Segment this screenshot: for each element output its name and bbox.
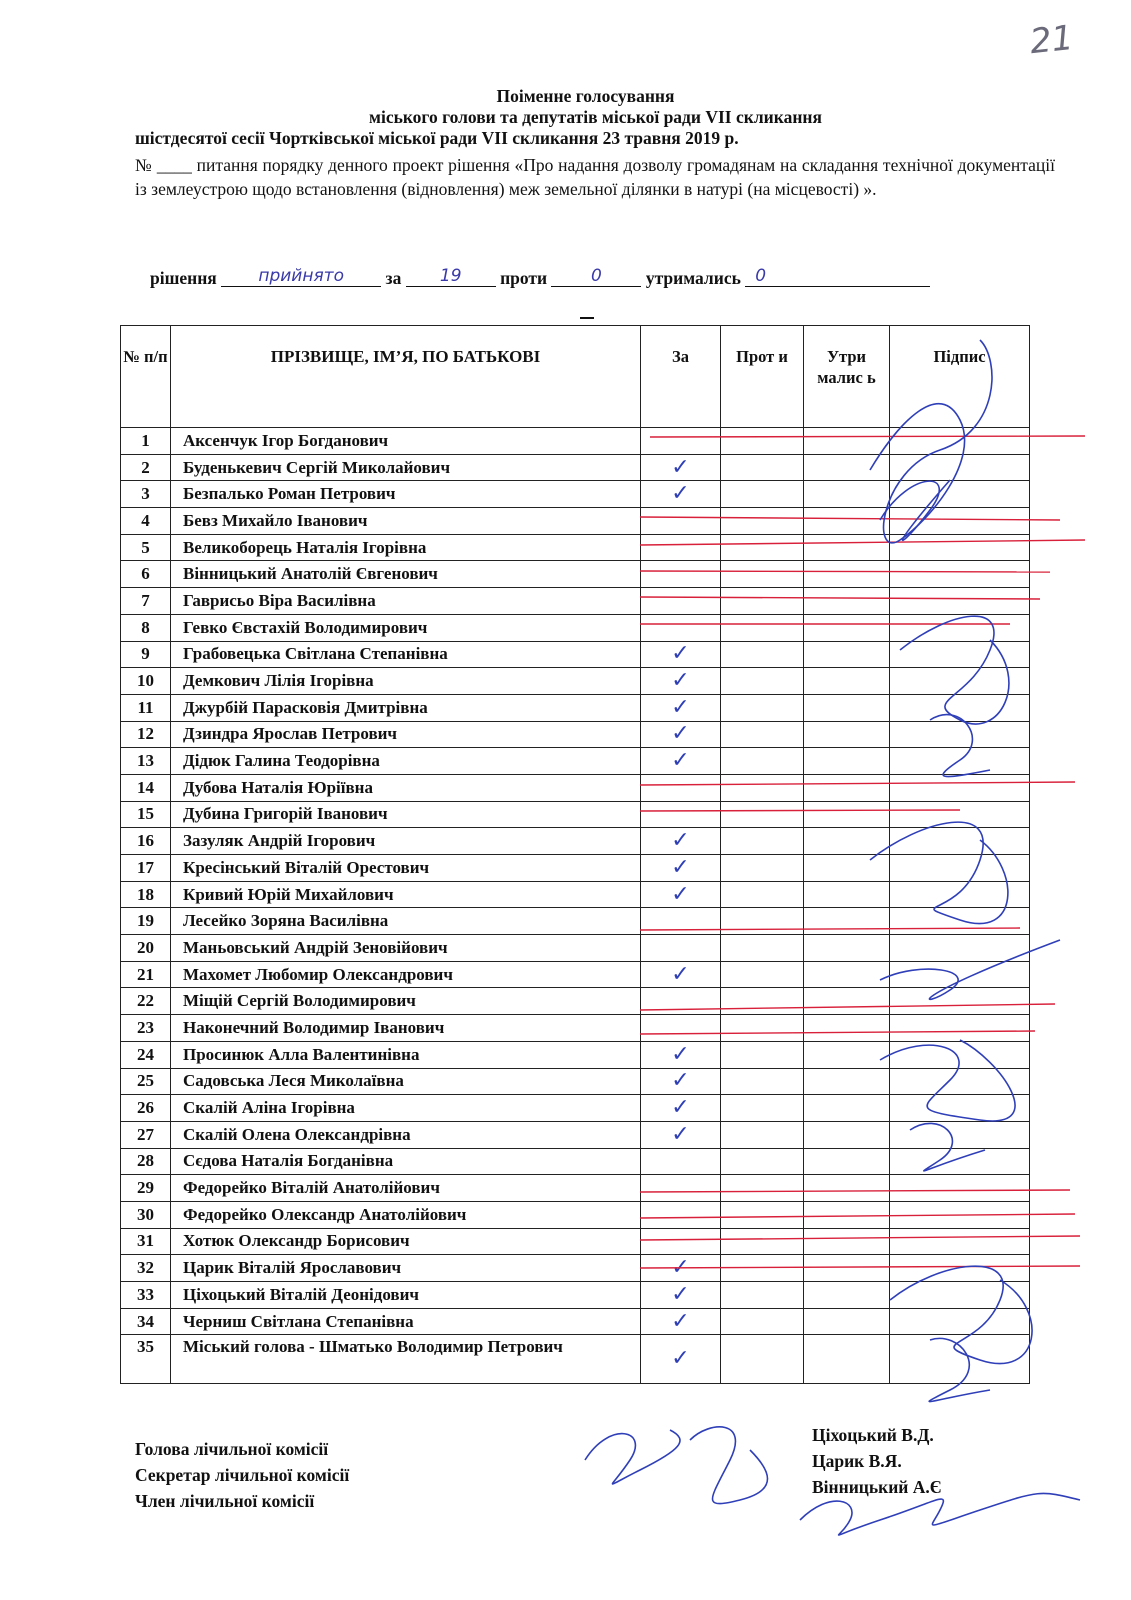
vote-against-cell [721,588,804,615]
table-row [121,1228,1030,1255]
commission-secretary-name: Царик В.Я. [812,1451,902,1471]
signature-cell [890,428,1030,455]
vote-abstained-cell [804,1308,890,1335]
vote-abstained-cell [804,748,890,775]
signature-cell [890,988,1030,1015]
commission-secretary-label: Секретар лічильної комісії [135,1465,350,1485]
deputy-name: Грабовецька Світлана Степанівна [171,641,641,668]
session-line: шістдесятої сесії Чортківської міської ради VII скликання 23 травня 2019 р. [135,128,739,148]
row-number: 26 [121,1095,171,1122]
vote-against-cell [721,454,804,481]
table-row [121,454,1030,481]
table-row [121,1175,1030,1202]
abstained-label: утримались [645,268,741,288]
deputy-name: Скалій Олена Олександрівна [171,1121,641,1148]
vote-check-mark: ✓ [671,961,690,987]
vote-abstained-cell [804,1335,890,1384]
vote-abstained-cell [804,961,890,988]
vote-check-mark: ✓ [671,694,690,720]
deputy-name: Черниш Світлана Степанівна [171,1308,641,1335]
vote-abstained-cell [804,588,890,615]
vote-check-mark: ✓ [671,454,690,480]
vote-for-cell [641,1148,721,1175]
header-num: № п/п [121,326,171,428]
deputy-name: Бевз Михайло Іванович [171,508,641,535]
table-row [121,1015,1030,1042]
vote-against-cell [721,428,804,455]
vote-against-cell [721,855,804,882]
deputy-name: Сєдова Наталія Богданівна [171,1148,641,1175]
vote-against-cell [721,641,804,668]
vote-against-cell [721,1308,804,1335]
deputy-name: Демкович Лілія Ігорівна [171,668,641,695]
for-count: 19 [406,266,496,287]
deputy-name: Джурбій Парасковія Дмитрівна [171,694,641,721]
signature-cell [890,588,1030,615]
row-number: 6 [121,561,171,588]
vote-abstained-cell [804,668,890,695]
vote-for-cell [641,588,721,615]
deputy-name: Федорейко Олександр Анатолійович [171,1201,641,1228]
row-number: 23 [121,1015,171,1042]
table-row [121,668,1030,695]
commission-member-name: Вінницький А.Є [812,1477,942,1497]
abstained-count: 0 [745,266,930,287]
vote-for-cell [641,1175,721,1202]
row-number: 28 [121,1148,171,1175]
table-row [121,588,1030,615]
vote-for-cell [641,1041,721,1068]
deputy-name: Зазуляк Андрій Ігорович [171,828,641,855]
vote-check-mark: ✓ [671,1308,690,1334]
signature-cell [890,1068,1030,1095]
deputy-name: Кресінський Віталій Орестович [171,855,641,882]
for-label: за [385,268,402,288]
signature-cell [890,481,1030,508]
vote-for-cell [641,961,721,988]
vote-for-cell [641,881,721,908]
vote-for-cell [641,614,721,641]
vote-abstained-cell [804,428,890,455]
document-subtitle: міського голови та депутатів міської ради VII скликання [369,107,822,127]
vote-check-mark: ✓ [671,881,690,907]
vote-check-mark: ✓ [671,1068,690,1094]
vote-for-cell [641,748,721,775]
vote-check-mark: ✓ [671,828,690,854]
vote-abstained-cell [804,1095,890,1122]
row-number: 8 [121,614,171,641]
signature-cell [890,668,1030,695]
vote-abstained-cell [804,908,890,935]
vote-abstained-cell [804,721,890,748]
table-body [121,428,1030,1384]
vote-against-cell [721,694,804,721]
header-against: Прот и [721,326,804,428]
signature-cell [890,1095,1030,1122]
document-title: Поіменне голосування [496,86,675,106]
signature-cell [890,1282,1030,1309]
page-number: 21 [1028,17,1076,63]
vote-against-cell [721,721,804,748]
deputy-name: Великоборець Наталія Ігорівна [171,534,641,561]
row-number: 13 [121,748,171,775]
vote-for-cell [641,668,721,695]
vote-against-cell [721,988,804,1015]
header-signature: Підпис [890,326,1030,428]
vote-for-cell [641,428,721,455]
row-number: 3 [121,481,171,508]
row-number: 16 [121,828,171,855]
vote-abstained-cell [804,641,890,668]
vote-for-cell [641,721,721,748]
deputy-name: Міщій Сергій Володимирович [171,988,641,1015]
vote-abstained-cell [804,481,890,508]
table-row [121,855,1030,882]
vote-against-cell [721,748,804,775]
signature-cell [890,508,1030,535]
row-number: 27 [121,1121,171,1148]
vote-against-cell [721,1015,804,1042]
vote-abstained-cell [804,1282,890,1309]
vote-against-cell [721,1201,804,1228]
signature-cell [890,1228,1030,1255]
signature-cell [890,828,1030,855]
row-number: 5 [121,534,171,561]
vote-against-cell [721,1282,804,1309]
row-number: 20 [121,935,171,962]
vote-abstained-cell [804,774,890,801]
deputy-name: Садовська Леся Миколаївна [171,1068,641,1095]
vote-for-cell [641,641,721,668]
vote-abstained-cell [804,881,890,908]
vote-for-cell [641,935,721,962]
vote-for-cell [641,1095,721,1122]
vote-against-cell [721,828,804,855]
vote-against-cell [721,1095,804,1122]
vote-check-mark: ✓ [671,1121,690,1147]
table-row [121,988,1030,1015]
table-row [121,1121,1030,1148]
row-number: 14 [121,774,171,801]
vote-check-mark: ✓ [671,1281,690,1307]
deputy-name: Дубова Наталія Юріївна [171,774,641,801]
signature-cell [890,561,1030,588]
vote-for-cell [641,801,721,828]
vote-abstained-cell [804,828,890,855]
vote-abstained-cell [804,1255,890,1282]
vote-for-cell [641,988,721,1015]
header-name: ПРІЗВИЩЕ, ІМ’Я, ПО БАТЬКОВІ [171,326,641,428]
vote-against-cell [721,1121,804,1148]
signature-cell [890,614,1030,641]
signature-cell [890,721,1030,748]
vote-check-mark: ✓ [671,1041,690,1067]
vote-for-cell [641,508,721,535]
vote-abstained-cell [804,1201,890,1228]
vote-abstained-cell [804,935,890,962]
vote-against-cell [721,561,804,588]
signature-mark [690,1427,768,1504]
vote-for-cell [641,1068,721,1095]
signature-cell [890,881,1030,908]
roll-call-table [120,325,1030,1384]
table-row [121,828,1030,855]
vote-against-cell [721,508,804,535]
vote-against-cell [721,534,804,561]
table-row [121,481,1030,508]
deputy-name: Дзиндра Ярослав Петрович [171,721,641,748]
vote-abstained-cell [804,534,890,561]
row-number: 24 [121,1041,171,1068]
table-row [121,428,1030,455]
deputy-name: Вінницький Анатолій Євгенович [171,561,641,588]
deputy-name: Махомет Любомир Олександрович [171,961,641,988]
signature-cell [890,1121,1030,1148]
deputy-name: Міський голова - Шматько Володимир Петрович [171,1335,641,1384]
vote-for-cell [641,481,721,508]
decision-label: рішення [150,268,217,288]
deputy-name: Маньовський Андрій Зеновійович [171,935,641,962]
vote-abstained-cell [804,508,890,535]
signature-cell [890,961,1030,988]
vote-abstained-cell [804,801,890,828]
vote-against-cell [721,481,804,508]
vote-against-cell [721,935,804,962]
vote-for-cell [641,534,721,561]
document-header [0,86,1131,149]
deputy-name: Дідюк Галина Теодорівна [171,748,641,775]
row-number: 15 [121,801,171,828]
vote-for-cell [641,1228,721,1255]
against-count: 0 [551,266,641,287]
signature-cell [890,748,1030,775]
vote-abstained-cell [804,561,890,588]
signature-cell [890,855,1030,882]
table-row [121,1201,1030,1228]
table-row [121,748,1030,775]
deputy-name: Наконечний Володимир Іванович [171,1015,641,1042]
signature-cell [890,1175,1030,1202]
vote-check-mark: ✓ [671,641,690,667]
signature-cell [890,774,1030,801]
row-number: 22 [121,988,171,1015]
vote-for-cell [641,1282,721,1309]
counting-commission-roles [135,1436,349,1514]
vote-for-cell [641,694,721,721]
table-row [121,1095,1030,1122]
signature-cell [890,1255,1030,1282]
vote-against-cell [721,1175,804,1202]
vote-abstained-cell [804,1015,890,1042]
signature-mark [585,1430,680,1484]
vote-abstained-cell [804,1068,890,1095]
vote-against-cell [721,1335,804,1384]
table-row [121,961,1030,988]
row-number: 32 [121,1255,171,1282]
vote-abstained-cell [804,988,890,1015]
table-row [121,1255,1030,1282]
table-row [121,641,1030,668]
against-label: проти [500,268,548,288]
deputy-name: Царик Віталій Ярославович [171,1255,641,1282]
deputy-name: Хотюк Олександр Борисович [171,1228,641,1255]
deputy-name: Дубина Григорій Іванович [171,801,641,828]
row-number: 30 [121,1201,171,1228]
deputy-name: Безпалько Роман Петрович [171,481,641,508]
table-row [121,908,1030,935]
signature-cell [890,534,1030,561]
signature-cell [890,935,1030,962]
row-number: 2 [121,454,171,481]
deputy-name: Просинюк Алла Валентинівна [171,1041,641,1068]
row-number: 4 [121,508,171,535]
signature-cell [890,801,1030,828]
vote-against-cell [721,614,804,641]
row-number: 33 [121,1282,171,1309]
commission-chair-name: Ціхоцький В.Д. [812,1425,934,1445]
table-row [121,534,1030,561]
agenda-text: № ____ питання порядку денного проект рішення «Про надання дозволу громадянам на складання технічної документації із землеустрою щодо встановлення (відновлення) меж земельної ділянки в натурі (на місцевості) ». [135,155,1055,199]
row-number: 17 [121,855,171,882]
row-number: 25 [121,1068,171,1095]
vote-check-mark: ✓ [671,481,690,507]
divider [580,317,594,319]
vote-check-mark: ✓ [671,668,690,694]
signature-cell [890,1308,1030,1335]
vote-against-cell [721,1041,804,1068]
signature-cell [890,694,1030,721]
vote-check-mark: ✓ [671,748,690,774]
vote-for-cell [641,1335,721,1384]
signature-cell [890,1041,1030,1068]
row-number: 21 [121,961,171,988]
row-number: 31 [121,1228,171,1255]
vote-for-cell [641,454,721,481]
signature-cell [890,454,1030,481]
header-abstained: Утри малис ь [804,326,890,428]
vote-abstained-cell [804,1148,890,1175]
vote-abstained-cell [804,1121,890,1148]
table-row [121,1282,1030,1309]
signature-cell [890,1335,1030,1384]
vote-for-cell [641,1255,721,1282]
signature-cell [890,908,1030,935]
decision-line [150,268,1030,290]
table-row [121,774,1030,801]
vote-for-cell [641,1015,721,1042]
row-number: 35 [121,1335,171,1384]
deputy-name: Скалій Аліна Ігорівна [171,1095,641,1122]
vote-check-mark: ✓ [671,854,690,880]
vote-check-mark: ✓ [671,721,690,747]
row-number: 29 [121,1175,171,1202]
deputy-name: Буденькевич Сергій Миколайович [171,454,641,481]
row-number: 9 [121,641,171,668]
vote-for-cell [641,1121,721,1148]
table-row [121,1308,1030,1335]
vote-check-mark: ✓ [671,1255,690,1281]
vote-abstained-cell [804,1228,890,1255]
table-row [121,1335,1030,1384]
deputy-name: Федорейко Віталій Анатолійович [171,1175,641,1202]
vote-against-cell [721,1068,804,1095]
vote-against-cell [721,1228,804,1255]
table-row [121,614,1030,641]
vote-check-mark: ✓ [671,1346,690,1372]
table-row [121,1041,1030,1068]
row-number: 11 [121,694,171,721]
table-row [121,801,1030,828]
table-row [121,1148,1030,1175]
signature-cell [890,641,1030,668]
deputy-name: Лесейко Зоряна Василівна [171,908,641,935]
vote-against-cell [721,1255,804,1282]
vote-for-cell [641,855,721,882]
decision-value: прийнято [221,266,381,287]
table-row [121,508,1030,535]
commission-chair-label: Голова лічильної комісії [135,1439,329,1459]
vote-for-cell [641,1308,721,1335]
row-number: 18 [121,881,171,908]
row-number: 19 [121,908,171,935]
deputy-name: Гевко Євстахій Володимирович [171,614,641,641]
deputy-name: Кривий Юрій Михайлович [171,881,641,908]
row-number: 1 [121,428,171,455]
vote-against-cell [721,961,804,988]
table-row [121,1068,1030,1095]
vote-against-cell [721,774,804,801]
deputy-name: Аксенчук Ігор Богданович [171,428,641,455]
vote-for-cell [641,1201,721,1228]
vote-check-mark: ✓ [671,1095,690,1121]
vote-abstained-cell [804,1175,890,1202]
table-row [121,694,1030,721]
row-number: 12 [121,721,171,748]
header-for: За [641,326,721,428]
vote-for-cell [641,828,721,855]
vote-abstained-cell [804,694,890,721]
signature-cell [890,1015,1030,1042]
vote-for-cell [641,774,721,801]
vote-abstained-cell [804,855,890,882]
deputy-name: Ціхоцький Віталій Деонідович [171,1282,641,1309]
vote-against-cell [721,881,804,908]
row-number: 7 [121,588,171,615]
table-row [121,561,1030,588]
counting-commission-names [812,1422,942,1500]
vote-against-cell [721,908,804,935]
table-row [121,721,1030,748]
row-number: 10 [121,668,171,695]
vote-against-cell [721,668,804,695]
vote-for-cell [641,561,721,588]
table-row [121,881,1030,908]
vote-for-cell [641,908,721,935]
signature-cell [890,1201,1030,1228]
vote-abstained-cell [804,454,890,481]
vote-abstained-cell [804,1041,890,1068]
table-header-row [121,326,1030,428]
row-number: 34 [121,1308,171,1335]
signature-cell [890,1148,1030,1175]
commission-member-label: Член лічильної комісії [135,1491,315,1511]
vote-abstained-cell [804,614,890,641]
vote-against-cell [721,801,804,828]
deputy-name: Гаврисьо Віра Василівна [171,588,641,615]
vote-against-cell [721,1148,804,1175]
table-row [121,935,1030,962]
